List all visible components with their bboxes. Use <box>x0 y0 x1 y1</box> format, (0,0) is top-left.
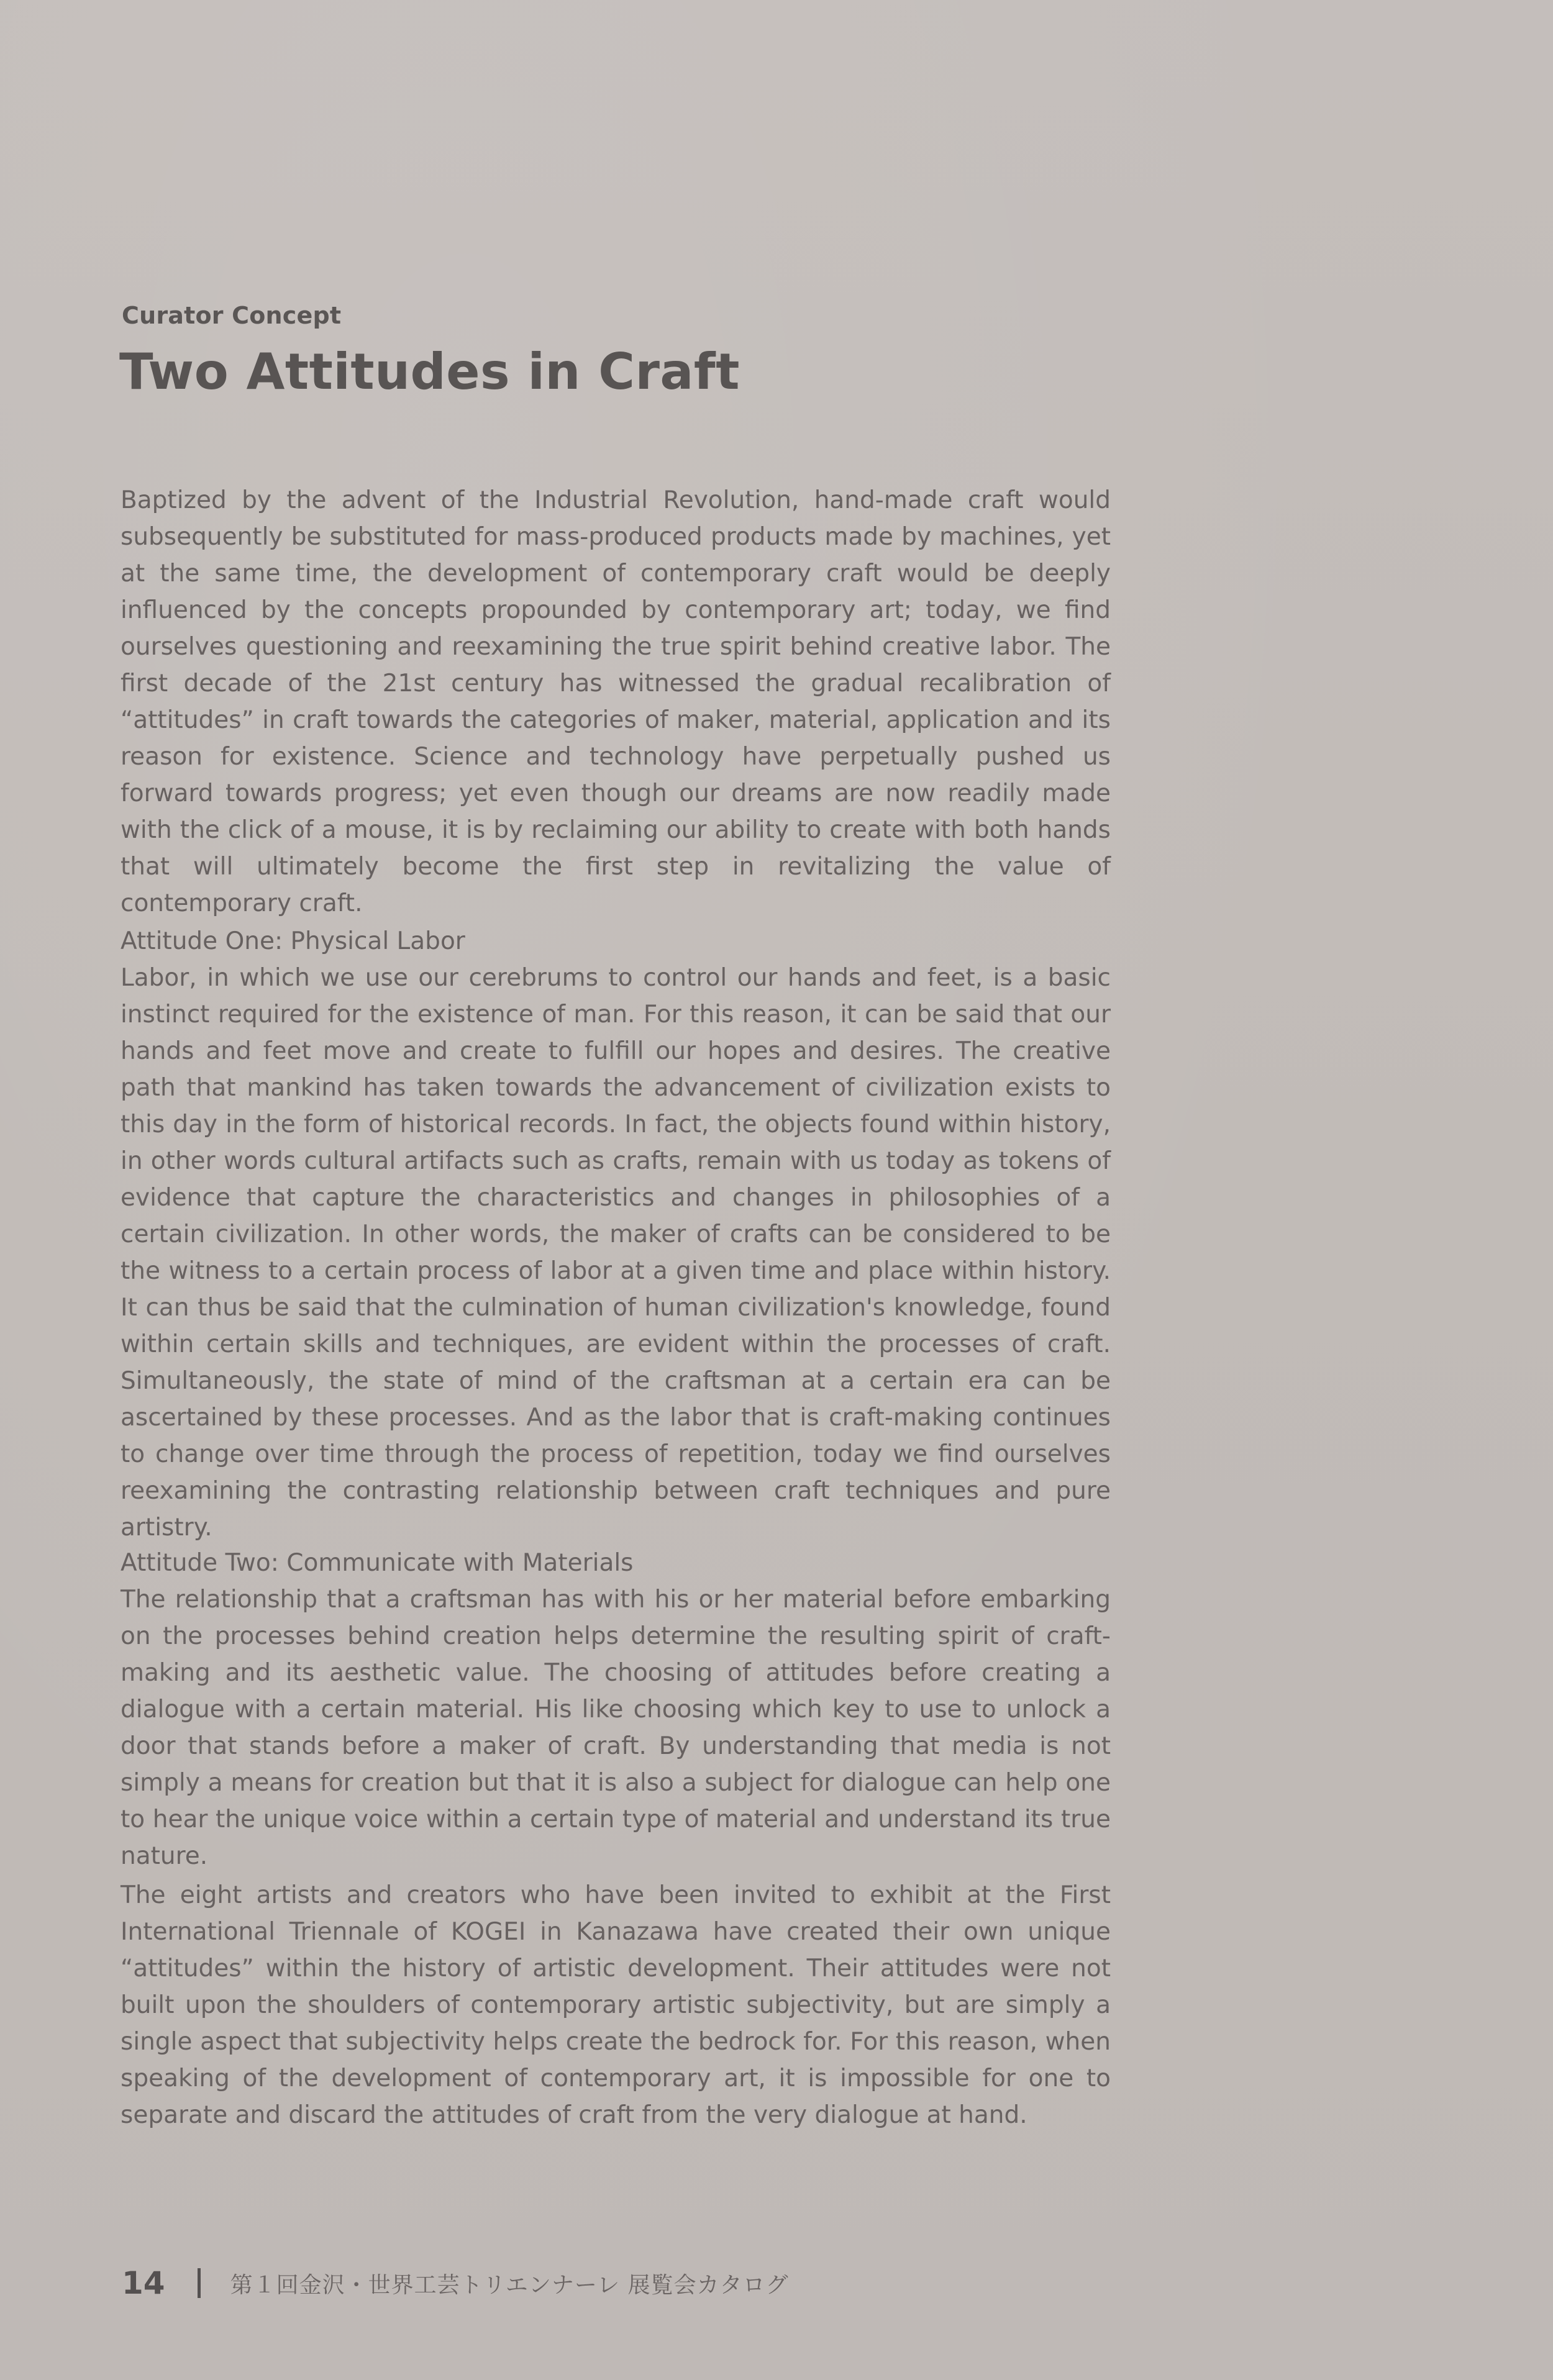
attitude-one-section <box>121 923 1111 1546</box>
closing-paragraph: The eight artists and creators who have been invited to exhibit at the First International Triennale of KOGEI in Kanazawa have created their own unique “attitudes” within the history of artistic development. Their attitudes were not built upon the shoulders of contemporary artistic subjectivity, but are simply a single aspect that subjectivity helps create the bedrock for. For this reason, when speaking of the development of contemporary art, it is impossible for one to separate and discard the attitudes of craft from the very dialogue at hand. <box>121 1881 1111 2129</box>
attitude-one-heading: Attitude One: Physical Labor <box>121 927 465 955</box>
catalog-title: 第１回金沢・世界工芸トリエンナーレ 展覧会カタログ <box>230 2272 789 2298</box>
attitude-two-section <box>121 1545 1111 1874</box>
footer-divider <box>198 2268 201 2298</box>
attitude-two-paragraph: The relationship that a craftsman has with his or her material before embarking on the processes behind creation helps determine the resulting spirit of craft-making and its aesthetic value. The choosing of attitudes before creating a dialogue with a certain material. His like choosing which key to use to unlock a door that stands before a maker of craft. By understanding that media is not simply a means for creation but that it is also a subject for dialogue can help one to hear the unique voice within a certain type of material and understand its true nature. <box>121 1586 1111 1870</box>
page-footer <box>122 2258 789 2308</box>
page-title: Two Attitudes in Craft <box>119 343 740 401</box>
page-number: 14 <box>122 2265 165 2301</box>
section-kicker: Curator Concept <box>122 302 342 329</box>
intro-paragraph: Baptized by the advent of the Industrial Revolution, hand-made craft would subsequently be substituted for mass-produced products made by machines, yet at the same time, the development of contemporary craft would be deeply influenced by the concepts propounded by contemporary art; today, we find ourselves questioning and reexamining the true spirit behind creative labor. The first decade of the 21st century has witnessed the gradual recalibration of “attitudes” in craft towards the categories of maker, material, application and its reason for existence. Science and technology have perpetually pushed us forward towards progress; yet even though our dreams are now readily made with the click of a mouse, it is by reclaiming our ability to create with both hands that will ultimately become the first step in revitalizing the value of contemporary craft. <box>121 486 1111 917</box>
attitude-one-paragraph: Labor, in which we use our cerebrums to control our hands and feet, is a basic instinct required for the existence of man. For this reason, it can be said that our hands and feet move and create to fulfill our hopes and desires. The creative path that mankind has taken towards the advancement of civilization exists to this day in the form of historical records. In fact, the objects found within history, in other words cultural artifacts such as crafts, remain with us today as tokens of evidence that capture the characteristics and changes in philosophies of a certain civilization. In other words, the maker of crafts can be considered to be the witness to a certain process of labor at a given time and place within history. It can thus be said that the culmination of human civilization's knowledge, found within certain skills and techniques, are evident within the processes of craft. Simultaneously, the state of mind of the craftsman at a certain era can be ascertained by these processes. And as the labor that is craft-making continues to change over time through the process of repetition, today we find ourselves reexamining the contrasting relationship between craft techniques and pure artistry. <box>121 964 1111 1542</box>
attitude-two-heading: Attitude Two: Communicate with Materials <box>121 1549 634 1577</box>
